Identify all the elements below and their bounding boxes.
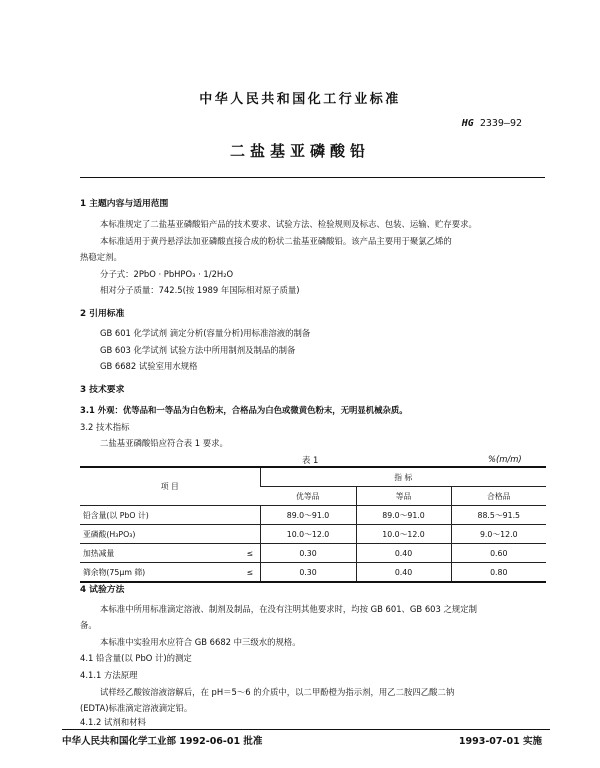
table-header-item: 项 目 — [80, 467, 260, 506]
cell-value: 10.0～12.0 — [260, 525, 356, 544]
grade-header: 等品 — [356, 487, 451, 506]
molecular-formula: 分子式：2PbO · PbHPO₃ · 1/2H₂O — [100, 269, 234, 279]
row-name: 加热减量 — [80, 544, 240, 563]
section-1-para-1: 本标准规定了二盐基亚磷酸铅产品的技术要求、试验方法、检验规则及标志、包装、运输、贮存要求。 — [100, 219, 477, 229]
cell-value: 10.0～12.0 — [356, 525, 451, 544]
standard-type: 中华人民共和国化工行业标准 — [199, 92, 401, 107]
cell-value: 0.60 — [451, 544, 546, 563]
cell-value: 0.30 — [260, 544, 356, 563]
section-4-heading: 4 试验方法 — [80, 585, 125, 595]
section-3-2-text: 二盐基亚磷酸铅应符合表 1 要求。 — [100, 438, 228, 448]
footer-effective-date: 1993-07-01 实施 — [458, 736, 542, 747]
header-divider — [80, 177, 545, 178]
spec-table — [80, 466, 546, 583]
section-1-para-2: 本标准适用于黄丹悬浮法加亚磷酸直接合成的粉状二盐基亚磷酸铅。该产品主要用于聚氯乙烯的 — [100, 236, 452, 246]
reference-item: GB 6682 试验室用水规格 — [100, 361, 198, 371]
section-3-2: 3.2 技术指标 — [80, 422, 130, 432]
cell-value: 0.30 — [260, 563, 356, 583]
section-2-heading: 2 引用标准 — [80, 309, 125, 319]
grade-header: 优等品 — [296, 491, 320, 501]
table-row — [80, 525, 546, 544]
row-sign — [240, 525, 260, 544]
cell-value: 89.0～91.0 — [356, 506, 451, 525]
grade-header: 合格品 — [451, 487, 546, 506]
table-unit: %(m/m) — [488, 454, 522, 464]
table-header-group: 指 标 — [260, 467, 546, 487]
cell-value: 0.40 — [356, 563, 451, 583]
footer-issuer: 中华人民共和国化学工业部 1992-06-01 批准 — [62, 736, 263, 747]
cell-value: 0.40 — [356, 544, 451, 563]
section-4-para-1-cont: 备。 — [80, 620, 97, 630]
row-sign: ≤ — [240, 544, 260, 563]
document-title: 二盐基亚磷酸铅 — [229, 142, 370, 160]
footer-divider — [62, 729, 550, 730]
section-3-1: 3.1 外观：优等品和一等品为白色粉末，合格品为白色或微黄色粉末，无明显机械杂质。 — [80, 405, 408, 415]
standard-code-number: 2339—92 — [479, 118, 522, 129]
row-name: 铅含量(以 PbO 计) — [80, 506, 240, 525]
table-row — [80, 506, 546, 525]
molecular-mass: 相对分子质量：742.5(按 1989 年国际相对原子质量) — [100, 285, 300, 295]
section-4-1-2: 4.1.2 试剂和材料 — [80, 717, 146, 727]
cell-value: 9.0～12.0 — [451, 525, 546, 544]
section-4-para-3-cont: (EDTA)标准滴定溶液滴定铅。 — [80, 703, 193, 713]
section-3-heading: 3 技术要求 — [80, 385, 125, 395]
section-1-heading: 1 主题内容与适用范围 — [80, 199, 169, 209]
section-4-para-1: 本标准中所用标准滴定溶液、制剂及制品，在没有注明其他要求时，均按 GB 601、GB 603 之规定制 — [100, 604, 477, 614]
section-4-1-1: 4.1.1 方法原理 — [80, 670, 138, 680]
row-name: 亚磷酸(H₃PO₃) — [80, 525, 240, 544]
table-row — [80, 563, 546, 583]
cell-value: 89.0～91.0 — [260, 506, 356, 525]
table-caption: 表 1 — [302, 455, 319, 465]
section-1-para-2-cont: 热稳定剂。 — [80, 252, 122, 262]
reference-item: GB 601 化学试剂 滴定分析(容量分析)用标准溶液的制备 — [100, 328, 311, 338]
reference-item: GB 603 化学试剂 试验方法中所用制剂及制品的制备 — [100, 345, 296, 355]
section-4-para-3: 试样经乙酸铵溶液溶解后，在 pH＝5～6 的介质中，以二甲酚橙为指示剂，用乙二胺四乙酸二钠 — [100, 687, 455, 697]
section-4-para-2: 本标准中实验用水应符合 GB 6682 中三级水的规格。 — [100, 637, 301, 647]
table-row — [80, 544, 546, 563]
row-sign: ≤ — [240, 563, 260, 583]
standard-code-prefix: HG — [461, 118, 474, 129]
row-sign — [240, 506, 260, 525]
standard-code — [462, 118, 522, 129]
section-4-1: 4.1 铅含量(以 PbO 计)的测定 — [80, 653, 192, 663]
cell-value: 0.80 — [451, 563, 546, 583]
cell-value: 88.5～91.5 — [451, 506, 546, 525]
row-name: 筛余物(75μm 筛) — [80, 563, 240, 583]
